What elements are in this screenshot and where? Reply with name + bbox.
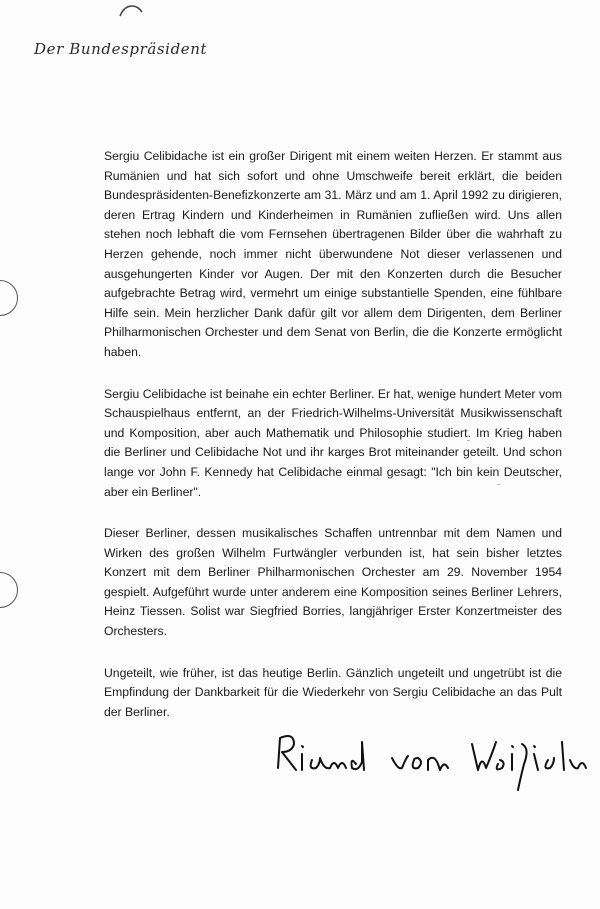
punch-hole-lower <box>0 572 18 608</box>
letterhead-title: Der Bundespräsident <box>34 40 208 58</box>
paragraph-4: Ungeteilt, wie früher, ist das heutige Berlin. Gänzlich ungeteilt und ungetrübt ist die Empfindung der Dankbarkeit für die Wiederkehr von Sergiu Celibidache an das Pult der Berliner. <box>104 665 562 719</box>
letter-body <box>104 147 562 744</box>
scan-speck <box>497 484 500 485</box>
paragraph-2: Sergiu Celibidache ist beinahe ein echter Berliner. Er hat, wenige hundert Meter vom Schauspielhaus entfernt, an der Friedrich-Wilhelms-Universität Musikwissenschaft und Komposition, aber auch Mathematik und Philosophie studiert. Im Krieg haben die Berliner und Celibidache Not und ihr karges Brot miteinander geteilt. Und schon lange vor John F. Kennedy hat Celibidache einmal gesagt: "Ich bin kein Deutscher, aber ein Berliner". <box>104 386 562 499</box>
paragraph-1: Sergiu Celibidache ist ein großer Dirigent mit einem weiten Herzen. Er stammt aus Rumänien und hat sich sofort und ohne Umschweife bereit erklärt, die beiden Bundespräsidenten-Benefizkonzerte am 31. März und am 1. April 1992 zu dirigieren, deren Ertrag Kindern und Kinderheimen in Rumänien zufließen wird. Uns allen stehen noch lebhaft die vom Fernsehen übertragenen Bilder über die wahrhaft zu Herzen gehende, noch immer nicht überwundene Not dieser verlassenen und ausgehungerten Kinder vor Augen. Der mit den Konzerten durch die Besucher aufgebrachte Betrag wird, vermehrt um einige substantielle Spenden, eine fühlbare Hilfe sein. Mein herzlicher Dank dafür gilt vor allem dem Dirigenten, dem Berliner Philharmonischen Orchester und dem Senat von Berlin, die die Konzerte ermöglicht haben. <box>104 149 562 359</box>
handwritten-signature <box>272 724 592 794</box>
scan-speck <box>467 440 470 441</box>
signature-scribble <box>272 724 592 794</box>
punch-hole-upper <box>0 280 18 316</box>
paragraph-3: Dieser Berliner, dessen musikalisches Schaffen untrennbar mit dem Namen und Wirken des großen Wilhelm Furtwängler verbunden ist, hat sein bisher letztes Konzert mit dem Berliner Philharmonischen Orchester am 29. November 1954 gespielt. Aufgeführt wurde unter anderem eine Komposition seines Berliner Lehrers, Heinz Tiessen. Solist war Siegfried Borries, langjähriger Erster Konzertmeister des Orchesters. <box>104 526 562 639</box>
paper-fold-mark <box>118 4 144 18</box>
